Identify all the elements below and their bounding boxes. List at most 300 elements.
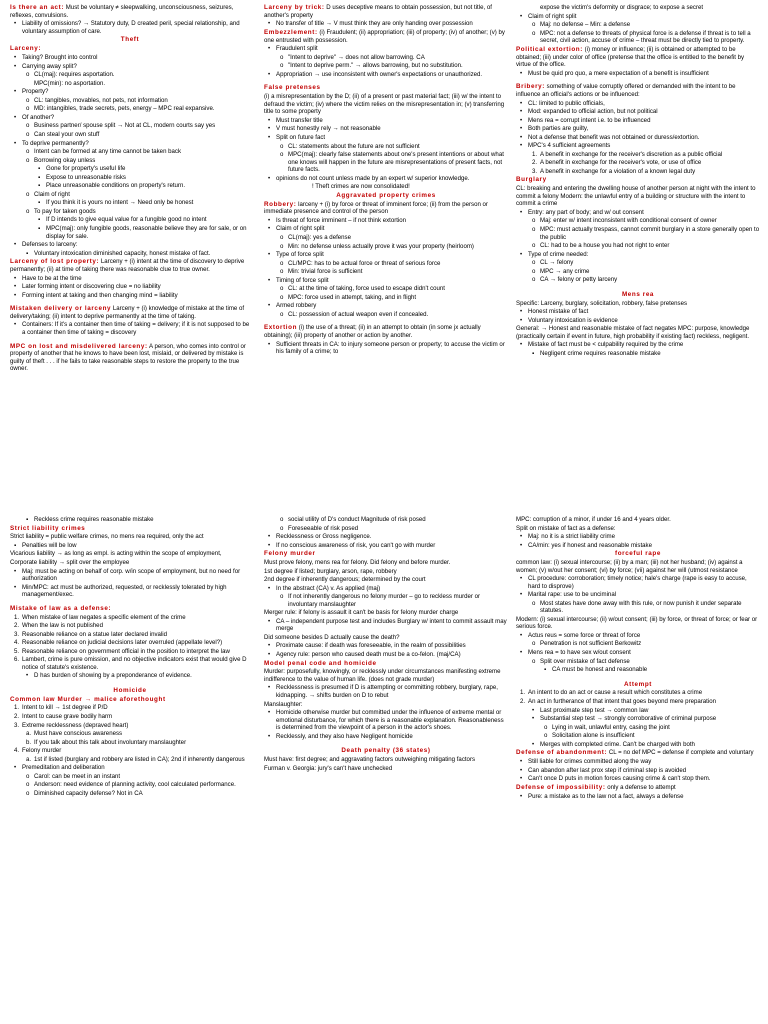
bullet-marker: o [280,259,284,267]
item-text: Must have conscious awareness [34,730,123,738]
item-text: Furman v. Georgia: jury's can't have unchecked [264,764,393,772]
bullet-marker: • [268,116,271,124]
bullet-marker: 1. [532,150,538,158]
heading-text: Mens rea [621,290,655,298]
item-text: Place unreasonable conditions on property's return. [46,182,186,190]
list-item [264,143,508,151]
item-text: Borrowing okay unless [34,156,96,164]
item-text: Agency rule: person who caused death must be a co-felon. (maj/CA) [276,651,461,658]
item-text: Can abandon after last prox step if criminal step is avoided [528,766,687,774]
item-text: opinions do not count unless made by an expert w/ superior knowledge. [276,174,470,182]
bullet-marker: • [268,709,271,717]
list-item [10,747,250,755]
list-item [516,350,760,358]
list-item [10,54,250,62]
bullet-marker: o [280,151,284,159]
item-text: Must be quid pro quo, a mere expectation of a benefit is insufficient [528,69,709,77]
bullet-marker: o [280,285,284,293]
bullet-marker: o [26,207,30,215]
bullet-marker: o [26,105,30,113]
heading-rule-text: Larceny + (i) knowledge of mistake at the time of delivery/taking; (ii) intent to deprive permanently at the time of taking. [10,305,245,320]
bullet-marker: o [532,242,536,250]
section-heading [516,176,760,184]
item-text: If you talk about this talk about involuntary manslaughter [34,738,187,746]
list-item [10,639,250,647]
bullet-marker: • [268,276,271,284]
paragraph [264,701,508,709]
list-item [264,709,508,732]
item-text: Liability of omissions? → Statutory duty, D created peril, special relationship, and voluntary assumption of care. [22,20,240,35]
list-item [516,724,760,732]
bullet-marker: o [26,789,30,797]
heading-text: Attempt [624,680,652,688]
list-item [264,311,508,319]
bullet-marker: o [26,190,30,198]
section-heading [264,550,508,558]
bullet-marker: ▪ [38,182,41,190]
list-item [516,600,760,615]
bullet-marker: • [520,208,523,216]
item-text: Later forming intent or discovering clue = no liability [22,283,161,291]
paragraph [264,756,508,764]
item-text: Actus reus = some force or threat of force [528,631,641,639]
list-item [264,183,508,191]
outline-page-bottom [0,512,768,1024]
item-text: To pay for taken goods [34,207,96,215]
list-item [516,268,760,276]
item-text: CL procedure: corroboration; timely notice; hale's charge (rape is easy to accuse, hard to disprove) [528,575,747,590]
item-text: MPC's 4 sufficient agreements [528,142,611,150]
item-text: Sufficient threats in CA: to injury someone person or property; to accuse the victim or his family of a crime; to [276,340,505,356]
item-text: Have to be at the time [22,274,82,282]
bullet-marker: • [532,740,535,748]
heading-text: Homicide [113,686,147,694]
paragraph [264,668,508,683]
bullet-marker: o [26,148,30,156]
bullet-marker: o [280,516,284,523]
list-item [10,63,250,71]
list-item [10,71,250,79]
list-item [516,533,760,541]
item-text: When mistake of law negates a specific element of the crime [22,613,186,621]
bullet-marker: • [14,139,17,147]
bullet-marker: o [532,267,536,275]
item-text: Maj: no it is a strict liability crime [528,533,616,541]
bullet-marker: • [520,766,523,774]
paragraph [10,550,250,558]
heading-text: forceful rape [615,550,661,558]
outline-column [10,0,250,512]
list-item [516,793,760,801]
list-item [516,666,760,674]
bullet-marker: o [26,772,30,780]
bullet-marker: o [544,723,548,731]
bullet-marker: o [26,96,30,104]
item-text: Mod: expanded to official action, but not political [528,108,658,116]
list-item [516,151,760,159]
outline-column [264,0,508,512]
item-text: Recklessness is presumed if D is attempting or committing robbery, burglary, rape, kidnapping. → shifts burden on D to rebut [276,684,498,699]
bullet-marker: • [14,567,17,575]
list-item [10,648,250,656]
list-item [264,302,508,310]
section-heading [264,201,508,216]
spacer [264,741,508,746]
bullet-marker: ▪ [544,666,547,674]
list-item [516,209,760,217]
heading-text: Aggravated property crimes [336,191,436,199]
paragraph [516,325,760,340]
paragraph [264,559,508,567]
item-text: MPC: must actually trespass, cannot commit burglary in a store generally open to the public [540,225,760,241]
item-text: Defenses to larceny: [22,241,78,249]
item-text: If no conscious awareness of risk, you can't go with murder [276,541,436,549]
item-text: Foreseeable of risk posed [288,524,359,532]
item-text: Must transfer title [276,116,323,124]
list-item [264,618,508,633]
heading-text: MPC on lost and misdelivered larceny: [10,342,148,350]
item-text: ! Theft crimes are now consolidated! [312,183,410,191]
item-text: Type of force split [276,251,324,259]
bullet-marker: o [532,225,536,233]
list-item [264,225,508,233]
bullet-marker: • [520,541,523,549]
list-item [264,251,508,259]
list-item [516,259,760,267]
item-text: MPC: corruption of a minor, if under 16 and 4 years older. [516,516,671,523]
item-text: Claim of right split [528,12,577,20]
heading-text: Extortion [264,324,298,332]
item-text: Not a defense that benefit was not obtained or duress/extortion. [528,133,700,141]
bullet-marker: 3. [14,721,20,729]
section-heading [10,343,250,373]
item-text: Can steal your own stuff [34,130,100,138]
list-item [516,591,760,599]
bullet-marker: • [268,340,271,348]
item-text: In the abstract (CA) v. As applied (maj) [276,584,381,592]
item-text: Reasonable reliance on a statue later declared invalid [22,630,167,638]
item-text: Lying in wait, unlawful entry, casing the joint [552,723,670,731]
bullet-marker: • [520,108,523,116]
bullet-marker: o [532,657,536,665]
item-text: MPC(maj): clearly false statements about one's present intentions or about what one knows will happen in the future are misrepresentations of present facts, not future facts. [288,151,504,174]
item-text: Extreme recklessness (depraved heart) [22,721,129,729]
heading-rule-text: Must be voluntary ≠ sleepwalking, unconsciousness, seizures, reflexes, convulsions. [10,4,234,19]
bullet-marker: • [520,250,523,258]
heading-text: Is there an act: [10,4,65,11]
bullet-marker: • [520,533,523,541]
bullet-marker: • [520,69,523,77]
item-text: No transfer of title → V must think they are only handing over possession [276,20,473,28]
item-text: Solicitation alone is insufficient [552,732,635,740]
bullet-marker: o [532,259,536,267]
list-item [10,165,250,173]
paragraph [264,576,508,584]
bullet-marker: • [268,70,271,78]
list-item [516,168,760,176]
list-item [516,125,760,133]
list-item [10,241,250,249]
heading-text: Felony murder [264,550,316,558]
bullet-marker: o [26,71,30,79]
bullet-marker: • [268,584,271,592]
list-item [516,21,760,29]
bullet-marker: • [520,308,523,316]
list-item [10,105,250,113]
bullet-marker: • [520,792,523,800]
item-text: Taking? Brought into control [22,54,98,62]
list-item [10,656,250,671]
list-item [10,191,250,199]
bullet-marker: • [520,575,523,583]
item-text: MPC(min): no asportation. [34,79,106,87]
section-heading [516,550,760,558]
item-text: 1st degree if listed; burglary, arson, rape, robbery [264,567,397,575]
list-item [264,516,508,524]
item-text: Gone for property's useful life [46,165,126,173]
list-item [264,525,508,533]
section-heading [516,749,760,757]
heading-rule-text: something of value corruptly offered or demanded with the intent to be influence an official's actions or be influenced: [516,83,736,98]
list-item [516,658,760,666]
item-text: Must prove felony, mens rea for felony. Did felony end before murder. [264,558,451,566]
bullet-marker: • [520,316,523,324]
spacer [10,681,250,686]
bullet-marker: • [268,133,271,141]
paragraph [10,533,250,541]
item-text: Timing of force split [276,276,329,284]
list-item [264,62,508,70]
item-text: Substantial step test → strongly corroborative of criminal purpose [540,715,717,723]
bullet-marker: 1. [14,613,20,621]
bullet-marker: • [268,651,271,658]
bullet-marker: o [26,122,30,130]
section-heading [516,784,760,792]
list-item [264,175,508,183]
bullet-marker: • [14,321,17,329]
bullet-marker: a. [26,730,32,738]
list-item [264,243,508,251]
list-item [516,741,760,749]
item-text: CA – independent purpose test and includes Burglary w/ intent to commit assault may merge [276,617,507,633]
section-heading [10,4,250,19]
section-heading [516,83,760,98]
heading-text: Burglary [516,176,547,184]
item-text: Strict liability = public welfare crimes, no mens rea required, only the act [10,533,204,541]
outline-column [10,512,250,1024]
list-item [10,722,250,730]
bullet-marker: ▪ [26,516,29,523]
item-text: Is threat of force imminent – if not think extortion [276,216,407,224]
item-text: Split over mistake of fact defense [540,657,630,665]
item-text: Last proximate step test → common law [540,706,649,714]
list-item [10,275,250,283]
list-item [10,584,250,599]
heading-rule-text: (i) Fraudulent; (ii) appropriation; (iii) of property; (iv) of another; (v) by one entrusted with possession. [264,28,505,44]
item-text: common law: (i) sexual intercourse; (ii) by a man; (iii) not her husband; (iv) against a women; (v) w/out her consent; (vi) by force; (vii) against her will (utmost resistance [516,558,743,574]
item-text: If D intends to give equal value for a fungible good no intent [46,216,207,224]
heading-text: Embezzlement: [264,28,318,36]
item-text: CA → felony or petty larceny [540,276,618,284]
list-item [10,225,250,240]
item-text: Property? [22,88,49,96]
item-text: Felony murder [22,747,62,755]
item-text: Mens rea = to have sex w/out consent [528,649,631,656]
section-heading [264,192,508,200]
list-item [264,285,508,293]
section-heading [10,525,250,533]
item-text: expose the victim's deformity or disgrace; to expose a secret [540,4,704,11]
list-item [264,341,508,356]
item-text: CL: breaking and entering the dwelling house of another person at night with the intent to commit a felony Modern: the unlawful entry of a building or structure with the intent to commit a crime [516,185,756,208]
bullet-marker: • [520,133,523,141]
heading-text: Strict liability crimes [10,524,86,532]
bullet-marker: • [520,649,523,656]
bullet-marker: • [268,732,271,740]
item-text: 2nd degree if inherently dangerous; determined by the court [264,576,426,584]
list-item [516,767,760,775]
list-item [10,20,250,35]
section-heading [10,36,250,44]
list-item [516,242,760,250]
bullet-marker: • [14,764,17,772]
list-item [264,542,508,550]
list-item [10,131,250,139]
list-item [264,20,508,28]
item-text: Did someone besides D actually cause the death? [264,633,400,641]
bullet-marker: o [280,293,284,301]
paragraph [264,765,508,773]
bullet-marker: a. [26,755,32,763]
bullet-marker: • [268,251,271,259]
bullet-marker: 2. [14,713,20,721]
bullet-marker: • [520,116,523,124]
list-item [10,672,250,680]
bullet-marker: • [14,291,17,299]
item-text: Must have: first degree; and aggravating factors outweighing mitigating factors [264,756,476,764]
list-item [10,283,250,291]
list-item [264,151,508,174]
bullet-marker: • [520,125,523,133]
item-text: CL: statements about the future are not sufficient [288,142,420,150]
list-item [516,13,760,21]
bullet-marker: • [14,274,17,282]
item-text: CA must be honest and reasonable [552,666,648,674]
item-text: CL: possession of actual weapon even if concealed. [288,310,429,318]
heading-rule-text: D uses deceptive means to obtain possession, but not title, of another's property [264,4,492,19]
list-item [10,781,250,789]
list-item [516,4,760,12]
list-item [264,260,508,268]
item-text: CL: tangibles, movables, not pets, not information [34,96,168,104]
list-item [264,277,508,285]
item-text: Carol: can be meet in an instant [34,772,121,780]
bullet-marker: 2. [532,159,538,167]
list-item [264,642,508,650]
section-heading [10,696,250,704]
heading-text: Common law Murder → malice aforethought [10,695,166,703]
item-text: (i) a misrepresentation by the D; (ii) of a present or past material fact; (iii) w/ the intent to defraud the victim; (iv) where the victim relies on the misrepresentation in; (v) transferring title to some property [264,93,505,116]
list-item [516,276,760,284]
bullet-marker: ▪ [532,349,535,357]
item-text: Intent to cause grave bodily harm [22,713,113,721]
item-text: Pure: a mistake as to the law not a fact, always a defense [528,792,684,800]
heading-rule-text: A person, who comes into control or property of another that he knows to have been lost, mislaid, or delivered by mistake is guilty of theft . . . if he fails to take reasonable steps to restore the property to the true owner. [10,342,246,373]
bullet-marker: • [268,20,271,28]
item-text: MPC: not a defense to threats of physical force is a defense if threat is to tell a secret, civil action, accuse of crime – threat must be directly tied to property. [540,29,751,45]
heading-text: Political extortion: [516,45,583,53]
heading-rule-text: larceny + (i) by force or threat of imminent force; (ii) from the person or immediate presence and control of the person [264,200,488,216]
list-item [10,773,250,781]
list-item [516,640,760,648]
paragraph [264,93,508,116]
bullet-marker: • [268,225,271,233]
heading-rule-text: (i) the use of a threat; (ii) in an attempt to obtain (in some jx actually obtaining); (iii) property of another or action by another. [264,324,481,340]
item-text: Diminished capacity defense? Not in CA [34,789,143,797]
bullet-marker: 4. [14,747,20,755]
item-text: Negligent crime requires reasonable mistake [540,349,661,357]
list-item [516,217,760,225]
list-item [264,268,508,276]
bullet-marker: 6. [14,656,20,664]
list-item [10,216,250,224]
list-item [10,704,250,712]
bullet-marker: o [532,276,536,284]
bullet-marker: ▪ [38,199,41,207]
list-item [10,321,250,336]
list-item [10,80,250,88]
bullet-marker: • [520,99,523,107]
bullet-marker: ▪ [14,541,17,549]
bullet-marker: o [532,21,536,29]
item-text: Reasonable reliance on judicial decisions later overruled (appellate level?) [22,639,223,647]
paragraph [516,559,760,574]
item-text: "Intent to deprive" → does not allow barrowing. CA [288,53,425,61]
item-text: Voluntary intoxication is evidence [528,316,618,324]
heading-text: Robbery: [264,200,297,208]
item-text: Modern: (i) sexual intercourse; (ii) w/out consent; (iii) by force, or threat of force; or fear or serious force. [516,615,758,631]
heading-text: Defense of impossibility: [516,783,606,791]
bullet-marker: • [268,302,271,310]
item-text: If not inherently dangerous no felony murder – go to reckless murder or involuntary manslaughter [288,593,481,608]
item-text: Min/MPC: act must be authorized, requested, or recklessly tolerated by high management/exec. [22,583,227,599]
item-text: Merger rule: if felony is assault it can't be basis for felony murder charge [264,609,459,617]
item-text: Voluntary intoxication diminished capacity, honest mistake of fact. [34,249,211,257]
item-text: General: → Honest and reasonable mistake of fact negates MPC: purpose, knowledge (practically certain if event in future, high probability if existing fact) reckless, negligent. [516,325,750,340]
paragraph [10,559,250,567]
item-text: Honest mistake of fact [528,308,589,316]
list-item [264,651,508,659]
item-text: social utility of D's conduct Magnitude of risk posed [288,516,426,523]
list-item [264,217,508,225]
heading-rule-text: CL = no def MPC = defense if complete and voluntary [607,749,754,757]
heading-rule-text: Larceny + (i) intent at the time of discovery to deprive permanently; (ii) at time of taking there was reasonable clue to true owner. [10,258,245,273]
item-text: D has burden of showing by a preponderance of evidence. [34,672,192,680]
bullet-marker: 1. [520,689,526,697]
bullet-marker: o [280,593,284,601]
bullet-marker: • [520,631,523,639]
bullet-marker: o [280,268,284,276]
bullet-marker: • [268,45,271,53]
bullet-marker: o [532,640,536,648]
list-item [516,142,760,150]
paragraph [264,634,508,642]
list-item [516,649,760,657]
bullet-marker: o [280,53,284,61]
list-item [10,713,250,721]
list-item [10,174,250,182]
bullet-marker: • [268,541,271,549]
